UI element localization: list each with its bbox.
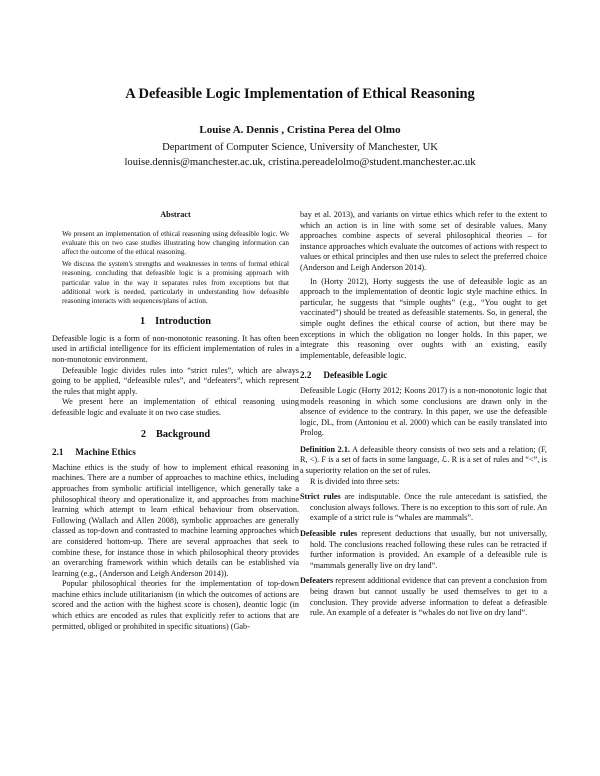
rule-type-defeaters (300, 576, 547, 618)
abstract-paragraph: We discuss the system's strengths and weaknesses in terms of formal ethical reasoning, concluding that defeasible logic is a promising approach with particular value in the way it separates rules from exceptions but that additional work is needed, particularly in understanding how defeasible reasoning interacts with sequences/plans of action. (62, 260, 289, 306)
subsection-title: Defeasible Logic (323, 370, 388, 381)
body-paragraph: We present here an implementation of ethical reasoning using defeasible logic and evaluate it on two case studies. (52, 397, 299, 417)
rule-type-description: represent additional evidence that can prevent a conclusion from being drawn but cannot usually be used themselves to get to a conclusion. They provide adverse information to defeat a defeasible rule. An example of a defeater is “whales do not live on dry land”. (310, 576, 547, 618)
definition-text: A defeasible theory consists of two sets and a relation; (F, R, <). F is a set of facts in some language, ℒ. R is a set of rules and “<”, is a superiority relation on the set of rules. (300, 444, 547, 476)
body-paragraph: Popular philosophical theories for the implementation of top-down machine ethics include utilitarianism (in which the outcomes of actions are scored and the action with the highest score is chosen), deontic logic (in which ethics are encoded as rules that explicitly refer to actions that are permitted, obliged or prohibited in specific situations) (Gab- (52, 579, 299, 631)
section-title: Background (155, 428, 211, 440)
body-paragraph: Defeasible logic divides rules into “strict rules”, which are always going to be applied, “defeasible rules”, and “defeaters”, which represent the rules that might apply. (52, 365, 299, 396)
section-number: 2 (140, 428, 146, 440)
section-number: 1 (139, 316, 146, 328)
left-column (52, 210, 299, 632)
section-heading-background (52, 430, 299, 441)
body-paragraph: Defeasible logic is a form of non-monotonic reasoning. It has often been used in artificial intelligence for its efficient implementation of rules in a non-monotonic environment. (52, 333, 299, 364)
abstract-paragraph: We present an implementation of ethical reasoning using defeasible logic. We evaluate this on two case studies illustrating how changing information can affect the outcome of the ethical reasoning. (62, 229, 289, 256)
rule-type-description: represent deductions that usually, but not universally, hold. The conclusions reached following these rules can be retracted if further information is provided. An example of a defeasible rule is “mammals generally live on dry land”. (310, 529, 547, 570)
definition-label: Definition 2.1. (300, 444, 350, 454)
rule-type-label: Defeasible rules (300, 529, 358, 539)
definition (300, 445, 547, 477)
rule-type-strict (300, 492, 547, 524)
abstract-heading: Abstract (160, 210, 191, 219)
body-paragraph: In (Horty 2012), Horty suggests the use of defeasible logic as an approach to the implementation of deontic logic style machine ethics. In particular, he suggests that “simple oughts” (e.g., “You ought to get vaccinated”) should be treated as defeasible statements. So, in general, the simple ought defines the ethical course of action, but there may be exceptions in which the obligation no longer holds. In this paper, we integrate this reasoning over oughts with an existing, easily implementable, defeasible logic. (300, 276, 547, 360)
subsection-number: 2.1 (52, 447, 64, 458)
right-column (300, 210, 547, 619)
section-heading-introduction (52, 317, 299, 328)
rule-type-label: Defeaters (300, 576, 334, 586)
section-title: Introduction (155, 316, 212, 328)
rule-type-defeasible (300, 529, 547, 571)
body-paragraph: bay et al. 2013), and variants on virtue ethics which refer to the extent to which an action is in line with some set of desirable values. Many approaches combine aspects of several philosophical theories – for instance approaches which evaluate the outcomes of actions with respect to values or ethical principles and then use rules to select the preferred choice (Anderson and Leigh Anderson 2014). (300, 210, 547, 272)
subsection-heading-machine-ethics (52, 447, 299, 458)
subsection-title: Machine Ethics (75, 447, 136, 458)
subsection-number: 2.2 (300, 370, 312, 381)
rule-type-label: Strict rules (300, 492, 341, 502)
subsection-heading-defeasible-logic (300, 370, 547, 381)
paper-title: A Defeasible Logic Implementation of Ethical Reasoning (125, 86, 475, 102)
body-paragraph: Machine ethics is the study of how to implement ethical reasoning in machines. There are a number of approaches to machine ethics, including approaches from symbolic artificial intelligence, which generally take a philosophical theory and operationalize it, and approaches from machine learning which attempt to learn ethical behaviour from observation. Following (Wallach and Allen 2008), symbolic approaches are generally classed as top-down and contrasted to machine learning approaches which are considered bottom-up. There are several approaches that seek to combine these, for instance those in which philosophical theory provides an overarching framework within which details can be established via learning (e.g., (Anderson and Leigh Anderson 2014)). (52, 462, 299, 578)
rule-type-description: are indisputable. Once the rule antecedant is satisfied, the conclusion always follows. There is no exception to this sort of rule. An example of a strict rule is “whales are mammals”. (310, 492, 547, 523)
author-list: Louise A. Dennis , Cristina Perea del Olmo (199, 124, 401, 136)
body-paragraph: Defeasible Logic (Horty 2012; Koons 2017) is a non-monotonic logic that models reasoning in which some conclusions are drawn only in the absence of evidence to the contrary. In this paper, we use the defeasible logic, DL, from (Antoniou et al. 2000) which can be easily translated into Prolog. (300, 385, 547, 438)
author-emails: louise.dennis@manchester.ac.uk, cristina.pereadelolmo@student.manchester.ac.uk (124, 157, 476, 168)
definition-text-continued: R is divided into three sets: (310, 476, 400, 486)
affiliation: Department of Computer Science, University of Manchester, UK (162, 142, 438, 153)
